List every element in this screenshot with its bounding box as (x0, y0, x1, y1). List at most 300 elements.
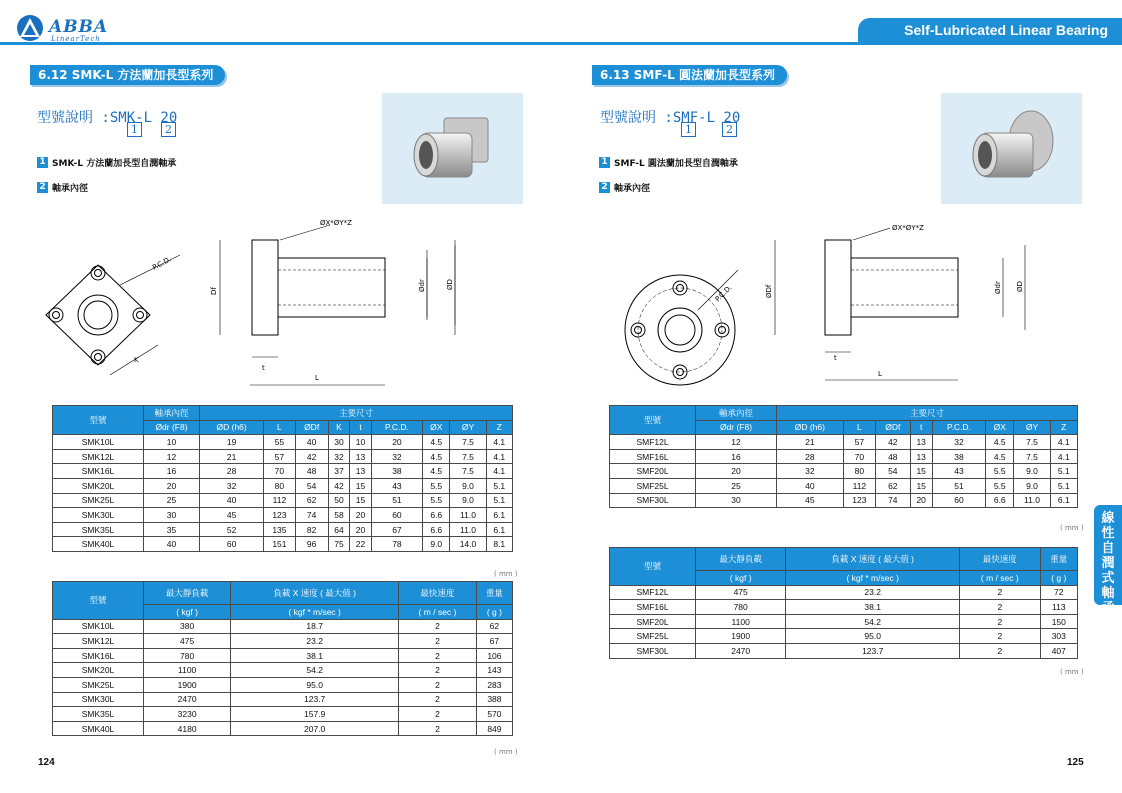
model-cell: SMF20L (610, 464, 696, 479)
model-code-smf: 型號說明 :SMF-L 20 (600, 110, 741, 126)
value-cell: 4.1 (486, 464, 512, 479)
unit-cell: ( kgf ) (696, 571, 786, 586)
value-cell: 23.2 (231, 634, 399, 649)
subheader: P.C.D. (371, 420, 422, 435)
value-cell: 30 (144, 508, 200, 523)
value-cell: 112 (264, 493, 295, 508)
value-cell: 123.7 (231, 692, 399, 707)
table-row (610, 600, 1078, 615)
value-cell: 8.1 (486, 537, 512, 552)
value-cell: 2 (399, 619, 477, 634)
subheader: ØY (450, 420, 486, 435)
df-label: ØDf (765, 284, 773, 298)
value-cell: 35 (144, 522, 200, 537)
model-cell: SMF16L (610, 449, 696, 464)
model-cell: SMK30L (53, 692, 144, 707)
value-cell: 19 (200, 435, 264, 450)
value-cell: 5.1 (486, 478, 512, 493)
subheader: ØD (h6) (777, 420, 844, 435)
subheader: t (350, 420, 372, 435)
value-cell: 780 (144, 648, 231, 663)
value-cell: 74 (295, 508, 328, 523)
col-model: 型號 (610, 548, 696, 586)
table-row (53, 478, 513, 493)
d-label: ØD (1016, 281, 1024, 292)
value-cell: 30 (328, 435, 350, 450)
value-cell: 2 (399, 634, 477, 649)
value-cell: 2 (399, 663, 477, 678)
value-cell: 67 (476, 634, 512, 649)
value-cell: 3230 (144, 707, 231, 722)
value-cell: 5.1 (1050, 464, 1077, 479)
value-cell: 57 (843, 435, 875, 450)
value-cell: 13 (350, 464, 372, 479)
value-cell: 23.2 (786, 585, 960, 600)
model-cell: SMK16L (53, 648, 144, 663)
value-cell: 50 (328, 493, 350, 508)
table-row (53, 677, 513, 692)
subheader: K (328, 420, 350, 435)
legend-number: 2 (37, 182, 48, 193)
model-cell: SMK40L (53, 537, 144, 552)
abba-logo (15, 14, 125, 44)
table-row (53, 435, 513, 450)
value-cell: 7.5 (450, 464, 486, 479)
model-cell: SMF25L (610, 478, 696, 493)
load-table-smf (609, 547, 1078, 659)
table-row (53, 449, 513, 464)
value-cell: 70 (264, 464, 295, 479)
value-cell: 4.5 (423, 449, 450, 464)
value-cell: 15 (350, 478, 372, 493)
value-cell: 45 (200, 508, 264, 523)
value-cell: 13 (350, 449, 372, 464)
value-cell: 4.1 (1050, 435, 1077, 450)
table-body (53, 619, 513, 736)
value-cell: 74 (876, 493, 910, 508)
legend-text: 軸承內徑 (52, 184, 89, 194)
value-cell: 9.0 (1014, 478, 1050, 493)
hole-dims-label: ØX*ØY*Z (892, 224, 924, 232)
value-cell: 54 (295, 478, 328, 493)
value-cell: 2 (960, 643, 1041, 658)
value-cell: 6.6 (423, 522, 450, 537)
model-cell: SMK35L (53, 522, 144, 537)
model-cell: SMK20L (53, 663, 144, 678)
product-photo-smf (941, 93, 1082, 204)
l-label: L (878, 370, 882, 378)
value-cell: 82 (295, 522, 328, 537)
value-cell: 25 (144, 493, 200, 508)
col-inner-diameter: 軸承內徑 (144, 406, 200, 421)
value-cell: 43 (371, 478, 422, 493)
subheader: Ødr (F8) (696, 420, 777, 435)
subheader: ØX (986, 420, 1014, 435)
table-row (610, 464, 1078, 479)
value-cell: 5.5 (986, 478, 1014, 493)
subheader: Ødr (F8) (144, 420, 200, 435)
model-cell: SMK12L (53, 449, 144, 464)
value-cell: 42 (876, 435, 910, 450)
col-inner-diameter: 軸承內徑 (696, 406, 777, 421)
model-cell: SMK25L (53, 677, 144, 692)
model-box-1: 1 (127, 122, 142, 137)
table-row (610, 478, 1078, 493)
model-cell: SMF30L (610, 643, 696, 658)
value-cell: 13 (910, 435, 932, 450)
value-cell: 2 (399, 707, 477, 722)
page-title: Self-Lubricated Linear Bearing (858, 18, 1122, 43)
value-cell: 2470 (696, 643, 786, 658)
value-cell: 112 (843, 478, 875, 493)
subheader: L (264, 420, 295, 435)
value-cell: 28 (777, 449, 844, 464)
value-cell: 7.5 (1014, 449, 1050, 464)
dimension-labels-smk (400, 240, 470, 340)
value-cell: 52 (200, 522, 264, 537)
value-cell: 6.1 (486, 522, 512, 537)
value-cell: 106 (476, 648, 512, 663)
brand-name: ABBA (49, 17, 109, 37)
section-title-smf: 6.13 SMF-L 圓法蘭加長型系列 (592, 65, 787, 85)
value-cell: 4.5 (986, 435, 1014, 450)
table-header-row (53, 582, 513, 605)
value-cell: 72 (1040, 585, 1077, 600)
value-cell: 6.6 (986, 493, 1014, 508)
value-cell: 96 (295, 537, 328, 552)
load-table-smk (52, 581, 513, 736)
technical-drawing-smf (620, 220, 1040, 385)
table-row (53, 537, 513, 552)
value-cell: 5.5 (423, 478, 450, 493)
subheader: t (910, 420, 932, 435)
value-cell: 4.1 (1050, 449, 1077, 464)
value-cell: 2 (399, 648, 477, 663)
table-row (610, 449, 1078, 464)
model-cell: SMF25L (610, 629, 696, 644)
model-cell: SMK20L (53, 478, 144, 493)
model-cell: SMK30L (53, 508, 144, 523)
value-cell: 20 (350, 508, 372, 523)
model-code-smk: 型號說明 :SMK-L 20 (37, 110, 178, 126)
value-cell: 2 (960, 600, 1041, 615)
unit-cell: ( g ) (1040, 571, 1077, 586)
value-cell: 32 (200, 478, 264, 493)
value-cell: 62 (476, 619, 512, 634)
value-cell: 16 (144, 464, 200, 479)
value-cell: 15 (910, 464, 932, 479)
value-cell: 303 (1040, 629, 1077, 644)
col-max-static-load: 最大靜負載 (696, 548, 786, 571)
value-cell: 62 (876, 478, 910, 493)
value-cell: 2 (399, 692, 477, 707)
value-cell: 80 (843, 464, 875, 479)
table-header-row (610, 406, 1078, 421)
table-row (53, 707, 513, 722)
value-cell: 37 (328, 464, 350, 479)
table-row (53, 634, 513, 649)
value-cell: 20 (910, 493, 932, 508)
value-cell: 9.0 (450, 493, 486, 508)
df-label: Df (210, 287, 218, 295)
value-cell: 1900 (144, 677, 231, 692)
value-cell: 64 (328, 522, 350, 537)
value-cell: 80 (264, 478, 295, 493)
unit-cell: ( g ) (476, 605, 512, 620)
value-cell: 40 (200, 493, 264, 508)
value-cell: 6.1 (1050, 493, 1077, 508)
value-cell: 4.5 (986, 449, 1014, 464)
value-cell: 15 (910, 478, 932, 493)
value-cell: 60 (932, 493, 985, 508)
table-body (610, 435, 1078, 508)
value-cell: 38.1 (231, 648, 399, 663)
model-cell: SMF16L (610, 600, 696, 615)
value-cell: 9.0 (1014, 464, 1050, 479)
value-cell: 95.0 (231, 677, 399, 692)
value-cell: 407 (1040, 643, 1077, 658)
value-cell: 10 (144, 435, 200, 450)
table-row (610, 629, 1078, 644)
value-cell: 58 (328, 508, 350, 523)
unit-cell: ( m / sec ) (399, 605, 477, 620)
value-cell: 123.7 (786, 643, 960, 658)
legend-text: 軸承內徑 (614, 184, 651, 194)
model-cell: SMK10L (53, 435, 144, 450)
model-box-2: 2 (722, 122, 737, 137)
model-cell: SMF12L (610, 435, 696, 450)
model-cell: SMF20L (610, 614, 696, 629)
value-cell: 4.5 (423, 464, 450, 479)
subheader: ØD (h6) (200, 420, 264, 435)
value-cell: 95.0 (786, 629, 960, 644)
value-cell: 32 (328, 449, 350, 464)
value-cell: 11.0 (1014, 493, 1050, 508)
model-cell: SMK10L (53, 619, 144, 634)
col-load-speed: 負載 X 速度 ( 最大值 ) (786, 548, 960, 571)
model-cell: SMF12L (610, 585, 696, 600)
value-cell: 2 (399, 677, 477, 692)
value-cell: 4.1 (486, 449, 512, 464)
value-cell: 12 (696, 435, 777, 450)
col-max-static-load: 最大靜負載 (144, 582, 231, 605)
model-box-2: 2 (161, 122, 176, 137)
value-cell: 51 (371, 493, 422, 508)
subheader: Z (1050, 420, 1077, 435)
logo-icon (15, 14, 45, 42)
value-cell: 45 (777, 493, 844, 508)
value-cell: 20 (696, 464, 777, 479)
value-cell: 1100 (144, 663, 231, 678)
value-cell: 1100 (696, 614, 786, 629)
col-model: 型號 (610, 406, 696, 435)
value-cell: 143 (476, 663, 512, 678)
col-load-speed: 負載 X 速度 ( 最大值 ) (231, 582, 399, 605)
table-header-row (53, 406, 513, 421)
model-cell: SMK40L (53, 721, 144, 736)
value-cell: 48 (295, 464, 328, 479)
value-cell: 849 (476, 721, 512, 736)
col-max-speed: 最快速度 (399, 582, 477, 605)
subheader: L (843, 420, 875, 435)
value-cell: 40 (777, 478, 844, 493)
value-cell: 55 (264, 435, 295, 450)
value-cell: 21 (200, 449, 264, 464)
table-row (53, 721, 513, 736)
value-cell: 475 (696, 585, 786, 600)
subheader: ØDf (295, 420, 328, 435)
legend-number: 1 (599, 157, 610, 168)
legend-item-2 (37, 181, 88, 194)
col-model: 型號 (53, 582, 144, 620)
table-row (610, 493, 1078, 508)
value-cell: 40 (295, 435, 328, 450)
model-cell: SMK35L (53, 707, 144, 722)
hole-dims-label: ØX*ØY*Z (320, 219, 352, 227)
pcd-label: P.C.D. (713, 283, 734, 304)
table-body (610, 585, 1078, 658)
value-cell: 123 (843, 493, 875, 508)
value-cell: 40 (144, 537, 200, 552)
table-row (53, 464, 513, 479)
col-main-dimensions: 主要尺寸 (777, 406, 1078, 421)
col-main-dimensions: 主要尺寸 (200, 406, 513, 421)
value-cell: 78 (371, 537, 422, 552)
value-cell: 43 (932, 464, 985, 479)
subheader: ØX (423, 420, 450, 435)
value-cell: 113 (1040, 600, 1077, 615)
value-cell: 6.1 (486, 508, 512, 523)
model-cell: SMK16L (53, 464, 144, 479)
value-cell: 54.2 (786, 614, 960, 629)
unit-note: ( mm ) (1060, 668, 1084, 676)
table-row (610, 614, 1078, 629)
value-cell: 475 (144, 634, 231, 649)
table-row (53, 663, 513, 678)
value-cell: 570 (476, 707, 512, 722)
legend-number: 2 (599, 182, 610, 193)
model-cell: SMK12L (53, 634, 144, 649)
value-cell: 60 (200, 537, 264, 552)
side-tab (1094, 505, 1122, 616)
value-cell: 7.5 (450, 435, 486, 450)
table-row (53, 493, 513, 508)
value-cell: 388 (476, 692, 512, 707)
value-cell: 7.5 (1014, 435, 1050, 450)
value-cell: 207.0 (231, 721, 399, 736)
value-cell: 380 (144, 619, 231, 634)
value-cell: 5.1 (486, 493, 512, 508)
table-header-row (610, 548, 1078, 571)
value-cell: 54 (876, 464, 910, 479)
value-cell: 32 (777, 464, 844, 479)
value-cell: 11.0 (450, 522, 486, 537)
value-cell: 13 (910, 449, 932, 464)
value-cell: 38 (932, 449, 985, 464)
table-row (610, 643, 1078, 658)
k-label: K (134, 356, 139, 364)
col-weight: 重量 (476, 582, 512, 605)
unit-cell: ( m / sec ) (960, 571, 1041, 586)
value-cell: 2 (960, 585, 1041, 600)
value-cell: 20 (371, 435, 422, 450)
value-cell: 283 (476, 677, 512, 692)
value-cell: 60 (371, 508, 422, 523)
legend-number: 1 (37, 157, 48, 168)
value-cell: 16 (696, 449, 777, 464)
value-cell: 157.9 (231, 707, 399, 722)
product-photo-smk (382, 93, 523, 204)
value-cell: 15 (350, 493, 372, 508)
value-cell: 25 (696, 478, 777, 493)
value-cell: 9.0 (450, 478, 486, 493)
value-cell: 135 (264, 522, 295, 537)
model-box-1: 1 (681, 122, 696, 137)
subheader: ØDf (876, 420, 910, 435)
value-cell: 6.6 (423, 508, 450, 523)
legend-text: SMK-L 方法蘭加長型自潤軸承 (52, 159, 177, 169)
col-max-speed: 最快速度 (960, 548, 1041, 571)
value-cell: 54.2 (231, 663, 399, 678)
subheader: ØY (1014, 420, 1050, 435)
unit-note: ( mm ) (494, 748, 518, 756)
unit-note: ( mm ) (1060, 524, 1084, 532)
value-cell: 62 (295, 493, 328, 508)
unit-cell: ( kgf * m/sec ) (231, 605, 399, 620)
page-number-right: 125 (1067, 757, 1084, 768)
dr-label: Ødr (418, 279, 426, 292)
col-model: 型號 (53, 406, 144, 435)
table-row (53, 648, 513, 663)
value-cell: 150 (1040, 614, 1077, 629)
value-cell: 4180 (144, 721, 231, 736)
value-cell: 2470 (144, 692, 231, 707)
value-cell: 32 (371, 449, 422, 464)
value-cell: 75 (328, 537, 350, 552)
subheader: Z (486, 420, 512, 435)
pcd-label: P.C.D. (151, 255, 173, 272)
value-cell: 22 (350, 537, 372, 552)
value-cell: 2 (960, 629, 1041, 644)
d-label: ØD (446, 279, 454, 290)
table-row (53, 619, 513, 634)
col-weight: 重量 (1040, 548, 1077, 571)
value-cell: 38.1 (786, 600, 960, 615)
value-cell: 32 (932, 435, 985, 450)
side-tab-label: 線性自潤式軸承 (1101, 511, 1115, 616)
value-cell: 10 (350, 435, 372, 450)
legend-text: SMF-L 圓法蘭加長型自潤軸承 (614, 159, 738, 169)
value-cell: 11.0 (450, 508, 486, 523)
unit-note: ( mm ) (494, 570, 518, 578)
unit-cell: ( kgf * m/sec ) (786, 571, 960, 586)
value-cell: 5.1 (1050, 478, 1077, 493)
model-cell: SMF30L (610, 493, 696, 508)
value-cell: 48 (876, 449, 910, 464)
value-cell: 12 (144, 449, 200, 464)
brand-subtitle: LinearTech (51, 35, 101, 43)
dimensions-table-smk (52, 405, 513, 552)
section-title-smk: 6.12 SMK-L 方法蘭加長型系列 (30, 65, 225, 85)
dimensions-table-smf (609, 405, 1078, 508)
table-row (53, 692, 513, 707)
value-cell: 4.5 (423, 435, 450, 450)
t-label: t (834, 354, 837, 362)
value-cell: 28 (200, 464, 264, 479)
table-row (53, 508, 513, 523)
technical-drawing-smk (30, 219, 400, 390)
legend-item-1 (37, 156, 176, 169)
